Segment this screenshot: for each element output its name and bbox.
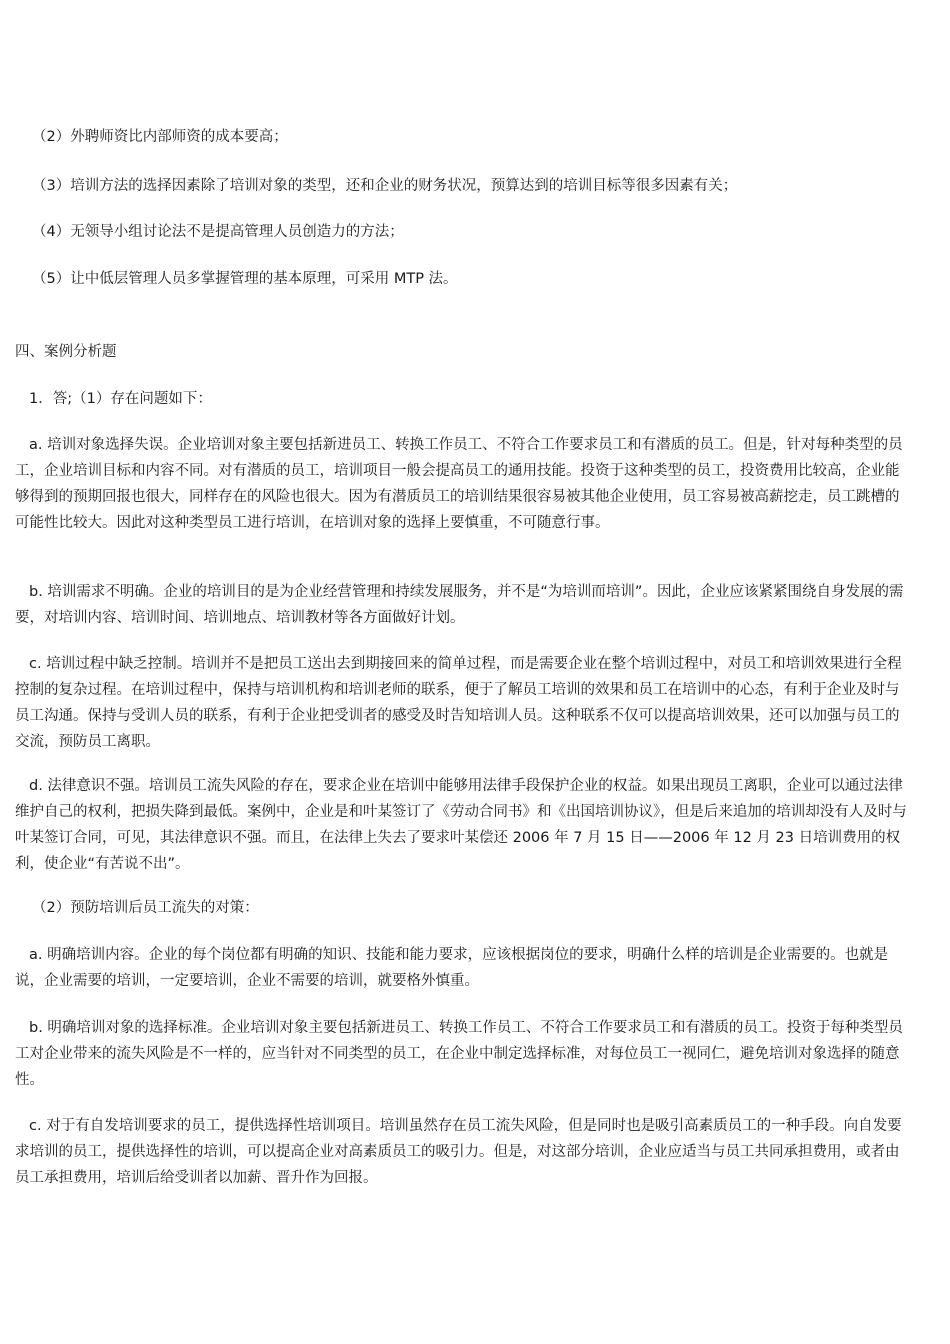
list-item-2: （2）外聘师资比内部师资的成本要高； xyxy=(32,129,288,145)
answer-intro: 1．答;（1）存在问题如下： xyxy=(29,391,212,407)
countermeasure-b: b. 明确培训对象的选择标准。企业培训对象主要包括新进员工、转换工作员工、不符合工作要求员工和有潜质的员工。投资于每种类型员工对企业带来的流失风险是不一样的，应当针对不同类型的员工，在企业中制定选择标准，对每位员工一视同仁，避免培训对象选择的随意性。 xyxy=(15,1020,903,1088)
countermeasure-c: c. 对于有自发培训要求的员工，提供选择性培训项目。培训虽然存在员工流失风险，但是同时也是吸引高素质员工的一种手段。向自发要求培训的员工，提供选择性的培训，可以提高企业对高素质员工的吸引力。但是，对这部分培训，企业应适当与员工共同承担费用，或者由员工承担费用，培训后给受训者以加薪、晋升作为回报。 xyxy=(15,1118,902,1186)
problem-c: c. 培训过程中缺乏控制。培训并不是把员工送出去到期接回来的简单过程，而是需要企业在整个培训过程中，对员工和培训效果进行全程控制的复杂过程。在培训过程中，保持与培训机构和培训老师的联系，便于了解员工培训的效果和员工在培训中的心态，有利于企业及时与员工沟通。保持与受训人员的联系，有利于企业把受训者的感受及时告知培训人员。这种联系不仅可以提高培训效果，还可以加强与员工的交流，预防员工离职。 xyxy=(15,656,902,750)
list-item-3: （3）培训方法的选择因素除了培训对象的类型，还和企业的财务状况，预算达到的培训目标等很多因素有关； xyxy=(32,178,738,194)
countermeasure-intro: （2）预防培训后员工流失的对策： xyxy=(32,900,259,916)
list-item-5: （5）让中低层管理人员多掌握管理的基本原理，可采用 MTP 法。 xyxy=(32,271,458,287)
problem-b: b. 培训需求不明确。企业的培训目的是为企业经营管理和持续发展服务，并不是“为培训而培训”。因此，企业应该紧紧围绕自身发展的需要，对培训内容、培训时间、培训地点、培训教材等各方面做好计划。 xyxy=(15,584,904,626)
problem-a: a. 培训对象选择失误。企业培训对象主要包括新进员工、转换工作员工、不符合工作要求员工和有潜质的员工。但是，针对每种类型的员工，企业培训目标和内容不同。对有潜质的员工，培训项目一般会提高员工的通用技能。投资于这种类型的员工，投资费用比较高，企业能够得到的预期回报也很大，同样存在的风险也很大。因为有潜质员工的培训结果很容易被其他企业使用，员工容易被高薪挖走，员工跳槽的可能性比较大。因此对这种类型员工进行培训，在培训对象的选择上要慎重，不可随意行事。 xyxy=(15,437,903,531)
countermeasure-a: a. 明确培训内容。企业的每个岗位都有明确的知识、技能和能力要求，应该根据岗位的要求，明确什么样的培训是企业需要的。也就是说，企业需要的培训，一定要培训，企业不需要的培训，就要格外慎重。 xyxy=(15,947,889,989)
list-item-4: （4）无领导小组讨论法不是提高管理人员创造力的方法； xyxy=(32,224,404,240)
section-heading: 四、案例分析题 xyxy=(15,344,117,360)
problem-d: d. 法律意识不强。培训员工流失风险的存在，要求企业在培训中能够用法律手段保护企业的权益。如果出现员工离职，企业可以通过法律维护自己的权利，把损失降到最低。案例中，企业是和叶某签订了《劳动合同书》和《出国培训协议》，但是后来追加的培训却没有人及时与叶某签订合同，可见，其法律意识不强。而且，在法律上失去了要求叶某偿还 2006 年 7 月 15 日——2006 年 12 月 23 日培训费用的权利，使企业“有苦说不出”。 xyxy=(15,778,907,872)
